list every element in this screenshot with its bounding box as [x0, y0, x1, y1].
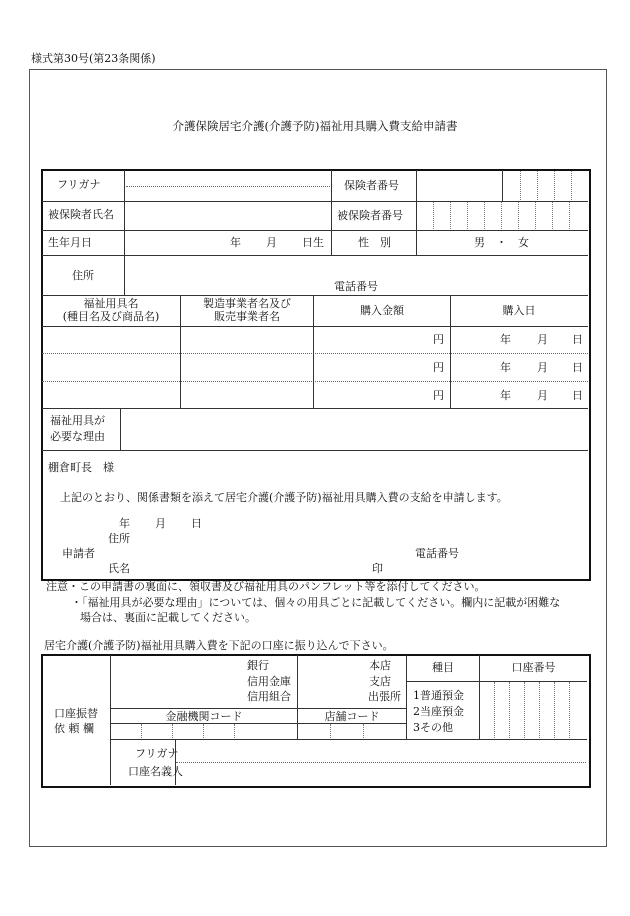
account-type-2: 2当座預金 — [413, 705, 464, 718]
bank-instruction: 居宅介護(介護予防)福祉用具購入費を下記の口座に振り込んで下さい。 — [44, 639, 394, 652]
row1-month: 月 — [537, 333, 548, 346]
branch-type-1: 本店 — [369, 659, 391, 672]
branch-type-2: 支店 — [369, 675, 391, 688]
row2-year: 年 — [500, 361, 511, 374]
note-line2: ・「福祉用具が必要な理由」については、個々の用具ごとに記載してください。欄内に記載が困難な — [71, 596, 561, 609]
bank-section-label-line1: 口座振替 — [54, 707, 98, 720]
insurer-number-label: 保険者番号 — [344, 179, 399, 192]
applicant-name-label: 氏名 — [108, 562, 130, 575]
birth-year: 年 — [230, 236, 241, 249]
row1-year: 年 — [500, 333, 511, 346]
form-number: 様式第30号(第23条関係) — [31, 52, 156, 65]
branch-code-label: 店舗コード — [324, 710, 380, 723]
insured-name-label: 被保険者氏名 — [48, 208, 114, 221]
date-month: 月 — [155, 517, 166, 530]
bank-type-2: 信用金庫 — [247, 675, 291, 688]
birthdate-label: 生年月日 — [48, 236, 92, 249]
row1-yen: 円 — [433, 333, 444, 346]
row1-day: 日 — [572, 333, 583, 346]
applicant-label: 申請者 — [62, 547, 95, 560]
statement: 上記のとおり、関係書類を添えて居宅介護(介護予防)福祉用具購入費の支給を申請します。 — [60, 491, 508, 504]
address-label: 住所 — [72, 269, 94, 282]
bank-section-label-line2: 依 頼 欄 — [54, 722, 94, 735]
holder-name-label: 口座名義人 — [128, 765, 183, 778]
row2-month: 月 — [537, 361, 548, 374]
account-number-label: 口座番号 — [511, 661, 556, 674]
seal-mark: 印 — [372, 562, 383, 575]
col-amount: 購入金額 — [360, 304, 404, 317]
row3-day: 日 — [572, 389, 583, 402]
date-year: 年 — [119, 517, 130, 530]
row2-day: 日 — [572, 361, 583, 374]
date-day: 日 — [191, 517, 202, 530]
row2-yen: 円 — [433, 361, 444, 374]
account-type-label: 種目 — [432, 661, 454, 674]
col-maker-line1: 製造事業者名及び — [203, 297, 291, 310]
col-maker-line2: 販売事業者名 — [214, 310, 280, 323]
col-item-line2: (種目名及び商品名) — [62, 310, 160, 323]
reason-label-line1: 福祉用具が — [50, 414, 105, 427]
bank-type-1: 銀行 — [247, 659, 269, 672]
reason-label-line2: 必要な理由 — [50, 430, 105, 443]
form-title: 介護保険居宅介護(介護予防)福祉用具購入費支給申請書 — [172, 119, 458, 133]
applicant-address-label: 住所 — [108, 532, 130, 545]
furigana-label: フリガナ — [57, 178, 101, 191]
branch-type-3: 出張所 — [368, 690, 401, 703]
sex-options: 男 ・ 女 — [474, 236, 529, 249]
holder-furigana-label: フリガナ — [135, 747, 179, 760]
birth-month: 月 — [266, 236, 277, 249]
phone-label: 電話番号 — [334, 280, 378, 293]
bank-type-3: 信用組合 — [247, 690, 291, 703]
note-line3: 場合は、裏面に記載してください。 — [80, 611, 256, 624]
col-item-line1: 福祉用具名 — [83, 297, 139, 310]
note-line1: 注意・この申請書の裏面に、領収書及び福祉用具のパンフレット等を添付してください。 — [46, 580, 486, 593]
insured-number-label: 被保険者番号 — [337, 209, 403, 222]
applicant-phone-label: 電話番号 — [415, 547, 459, 560]
col-date: 購入日 — [502, 304, 536, 317]
row3-month: 月 — [537, 389, 548, 402]
account-type-3: 3その他 — [413, 721, 453, 734]
row3-year: 年 — [500, 389, 511, 402]
account-type-1: 1普通預金 — [413, 689, 464, 702]
bank-code-label: 金融機関コード — [165, 710, 243, 723]
sex-label: 性 別 — [358, 236, 391, 249]
birth-day: 日生 — [302, 236, 324, 249]
row3-yen: 円 — [433, 389, 444, 402]
addressee: 棚倉町長 様 — [48, 461, 114, 474]
